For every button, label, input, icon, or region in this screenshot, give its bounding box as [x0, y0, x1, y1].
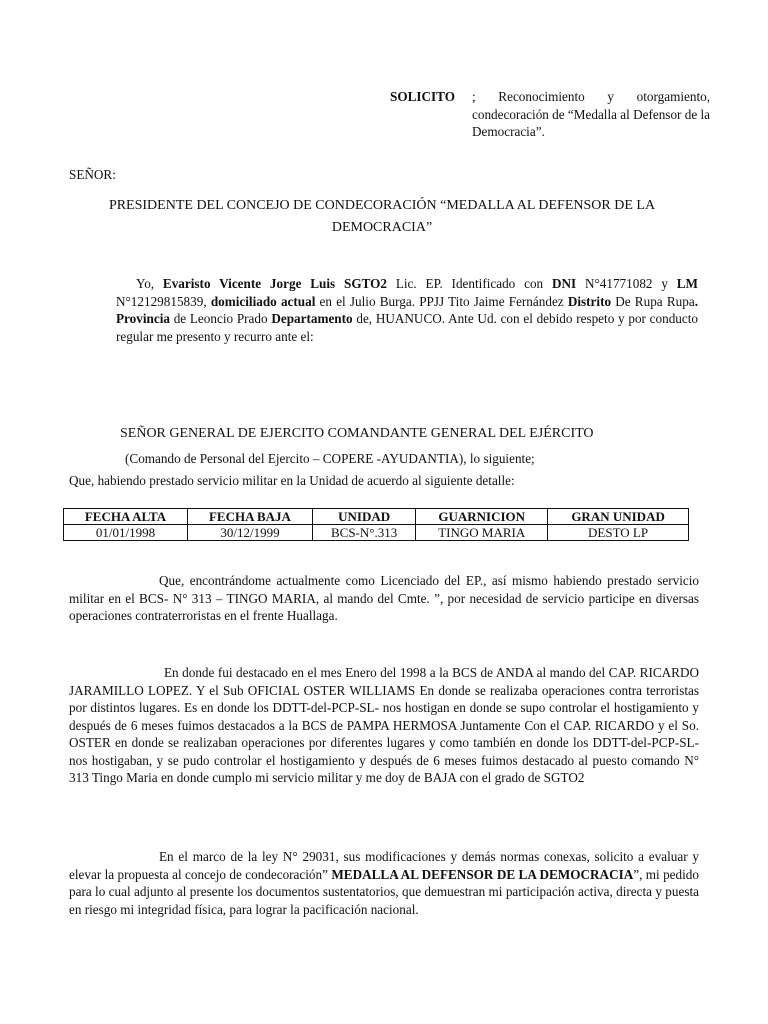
table-cell: DESTO LP	[548, 525, 689, 541]
dni-label: DNI	[551, 276, 577, 291]
paragraph-text: ”, mi pedido para lo cual adjunto al presente los documentos sustentatorios, que demuestran mi participación activa, directa y puesta en riesgo mi integridad física, para lograr la pacificación nacional.	[69, 866, 699, 917]
comando-line: (Comando de Personal del Ejercito – COPERE -AYUDANTIA), lo siguiente;	[125, 451, 535, 466]
service-detail-table	[63, 508, 689, 541]
department-label: Departamento	[271, 311, 353, 326]
medal-name: MEDALLA AL DEFENSOR DE LA DEMOCRACIA	[331, 866, 634, 882]
province-label: . Provincia	[116, 293, 698, 326]
table-header: FECHA BAJA	[187, 509, 312, 525]
lm-label: LM	[676, 276, 699, 291]
table-cell: TINGO MARIA	[416, 525, 548, 541]
table-row	[64, 525, 689, 541]
detail-intro: Que, habiendo prestado servicio militar en la Unidad de acuerdo al siguiente detalle:	[69, 473, 515, 488]
table-header: FECHA ALTA	[64, 509, 188, 525]
subject-label: SOLICITO	[390, 89, 455, 104]
intro-paragraph	[116, 275, 698, 345]
paragraph-request	[69, 848, 699, 918]
intro-text: N°41771082 y	[576, 276, 677, 291]
paragraph-service	[69, 572, 699, 625]
table-header: GRAN UNIDAD	[548, 509, 689, 525]
domicile-label: domiciliado actual	[210, 293, 316, 309]
intro-text: De Rupa Rupa	[611, 293, 695, 309]
table-cell: 30/12/1999	[187, 525, 312, 541]
table-header: GUARNICION	[416, 509, 548, 525]
table-cell: BCS-N°.313	[312, 525, 415, 541]
table-header-row	[64, 509, 689, 525]
paragraph-operations	[69, 664, 699, 787]
general-title: SEÑOR GENERAL DE EJERCITO COMANDANTE GENERAL DEL EJÉRCITO	[120, 426, 594, 441]
paragraph-text: En donde fui destacado en el mes Enero del 1998 a la BCS de ANDA al mando del CAP. RICARDO JARAMILLO LOPEZ. Y el Sub OFICIAL OSTER WILLIAMS En donde se realizaba operaciones contra terroristas por distintos lugares. Es en donde los DDTT-del-PCP-SL- nos hostigan en donde se supo controlar el hostigamiento y después de 6 meses fuimos destacados a la BCS de PAMPA HERMOSA Juntamente Con el CAP. RICARDO y el So. OSTER en donde se realizaban operaciones por diferentes lugares y como también en donde los DDTT-del-PCP-SL-nos hostigaban, y se pudo controlar el hostigamiento y después de 6 meses fuimos destacado al puesto comando N° 313 Tingo Maria en donde cumplo mi servicio militar y me doy de BAJA con el grado de SGTO2	[69, 665, 699, 785]
intro-text: Lic. EP. Identificado con	[387, 276, 552, 291]
addressee: PRESIDENTE DEL CONCEJO DE CONDECORACIÓN “MEDALLA AL DEFENSOR DE LA DEMOCRACIA”	[108, 198, 656, 235]
subject-block	[390, 88, 710, 141]
district-label: Distrito	[567, 293, 612, 309]
paragraph-text: En el marco de la ley N° 29031, sus modificaciones y demás normas conexas, solicito a evaluar y elevar la propuesta al concejo de condecoración”	[69, 849, 699, 882]
table-cell: 01/01/1998	[64, 525, 188, 541]
table-header: UNIDAD	[312, 509, 415, 525]
intro-text: en el Julio Burga. PPJJ Tito Jaime Fernández	[315, 293, 568, 309]
intro-text: de, HUANUCO. Ante Ud. con el debido respeto y por conducto regular me presento y recurro ante el:	[116, 311, 698, 344]
salutation: SEÑOR:	[69, 167, 116, 182]
paragraph-text: Que, encontrándome actualmente como Licenciado del EP., así mismo habiendo prestado servicio militar en el BCS- N° 313 – TINGO MARIA, al mando del Cmte. ”, por necesidad de servicio participe en diversas operaciones contraterroristas en el frente Huallaga.	[69, 573, 699, 623]
intro-text: de Leoncio Prado	[169, 311, 272, 326]
subject-text: ; Reconocimiento y otorgamiento, condecoración de “Medalla al Defensor de la Democracia”.	[472, 89, 710, 139]
intro-text: N°12129815839,	[116, 293, 211, 309]
intro-text: Yo,	[136, 276, 163, 291]
applicant-name: Evaristo Vicente Jorge Luis SGTO2	[162, 276, 387, 291]
